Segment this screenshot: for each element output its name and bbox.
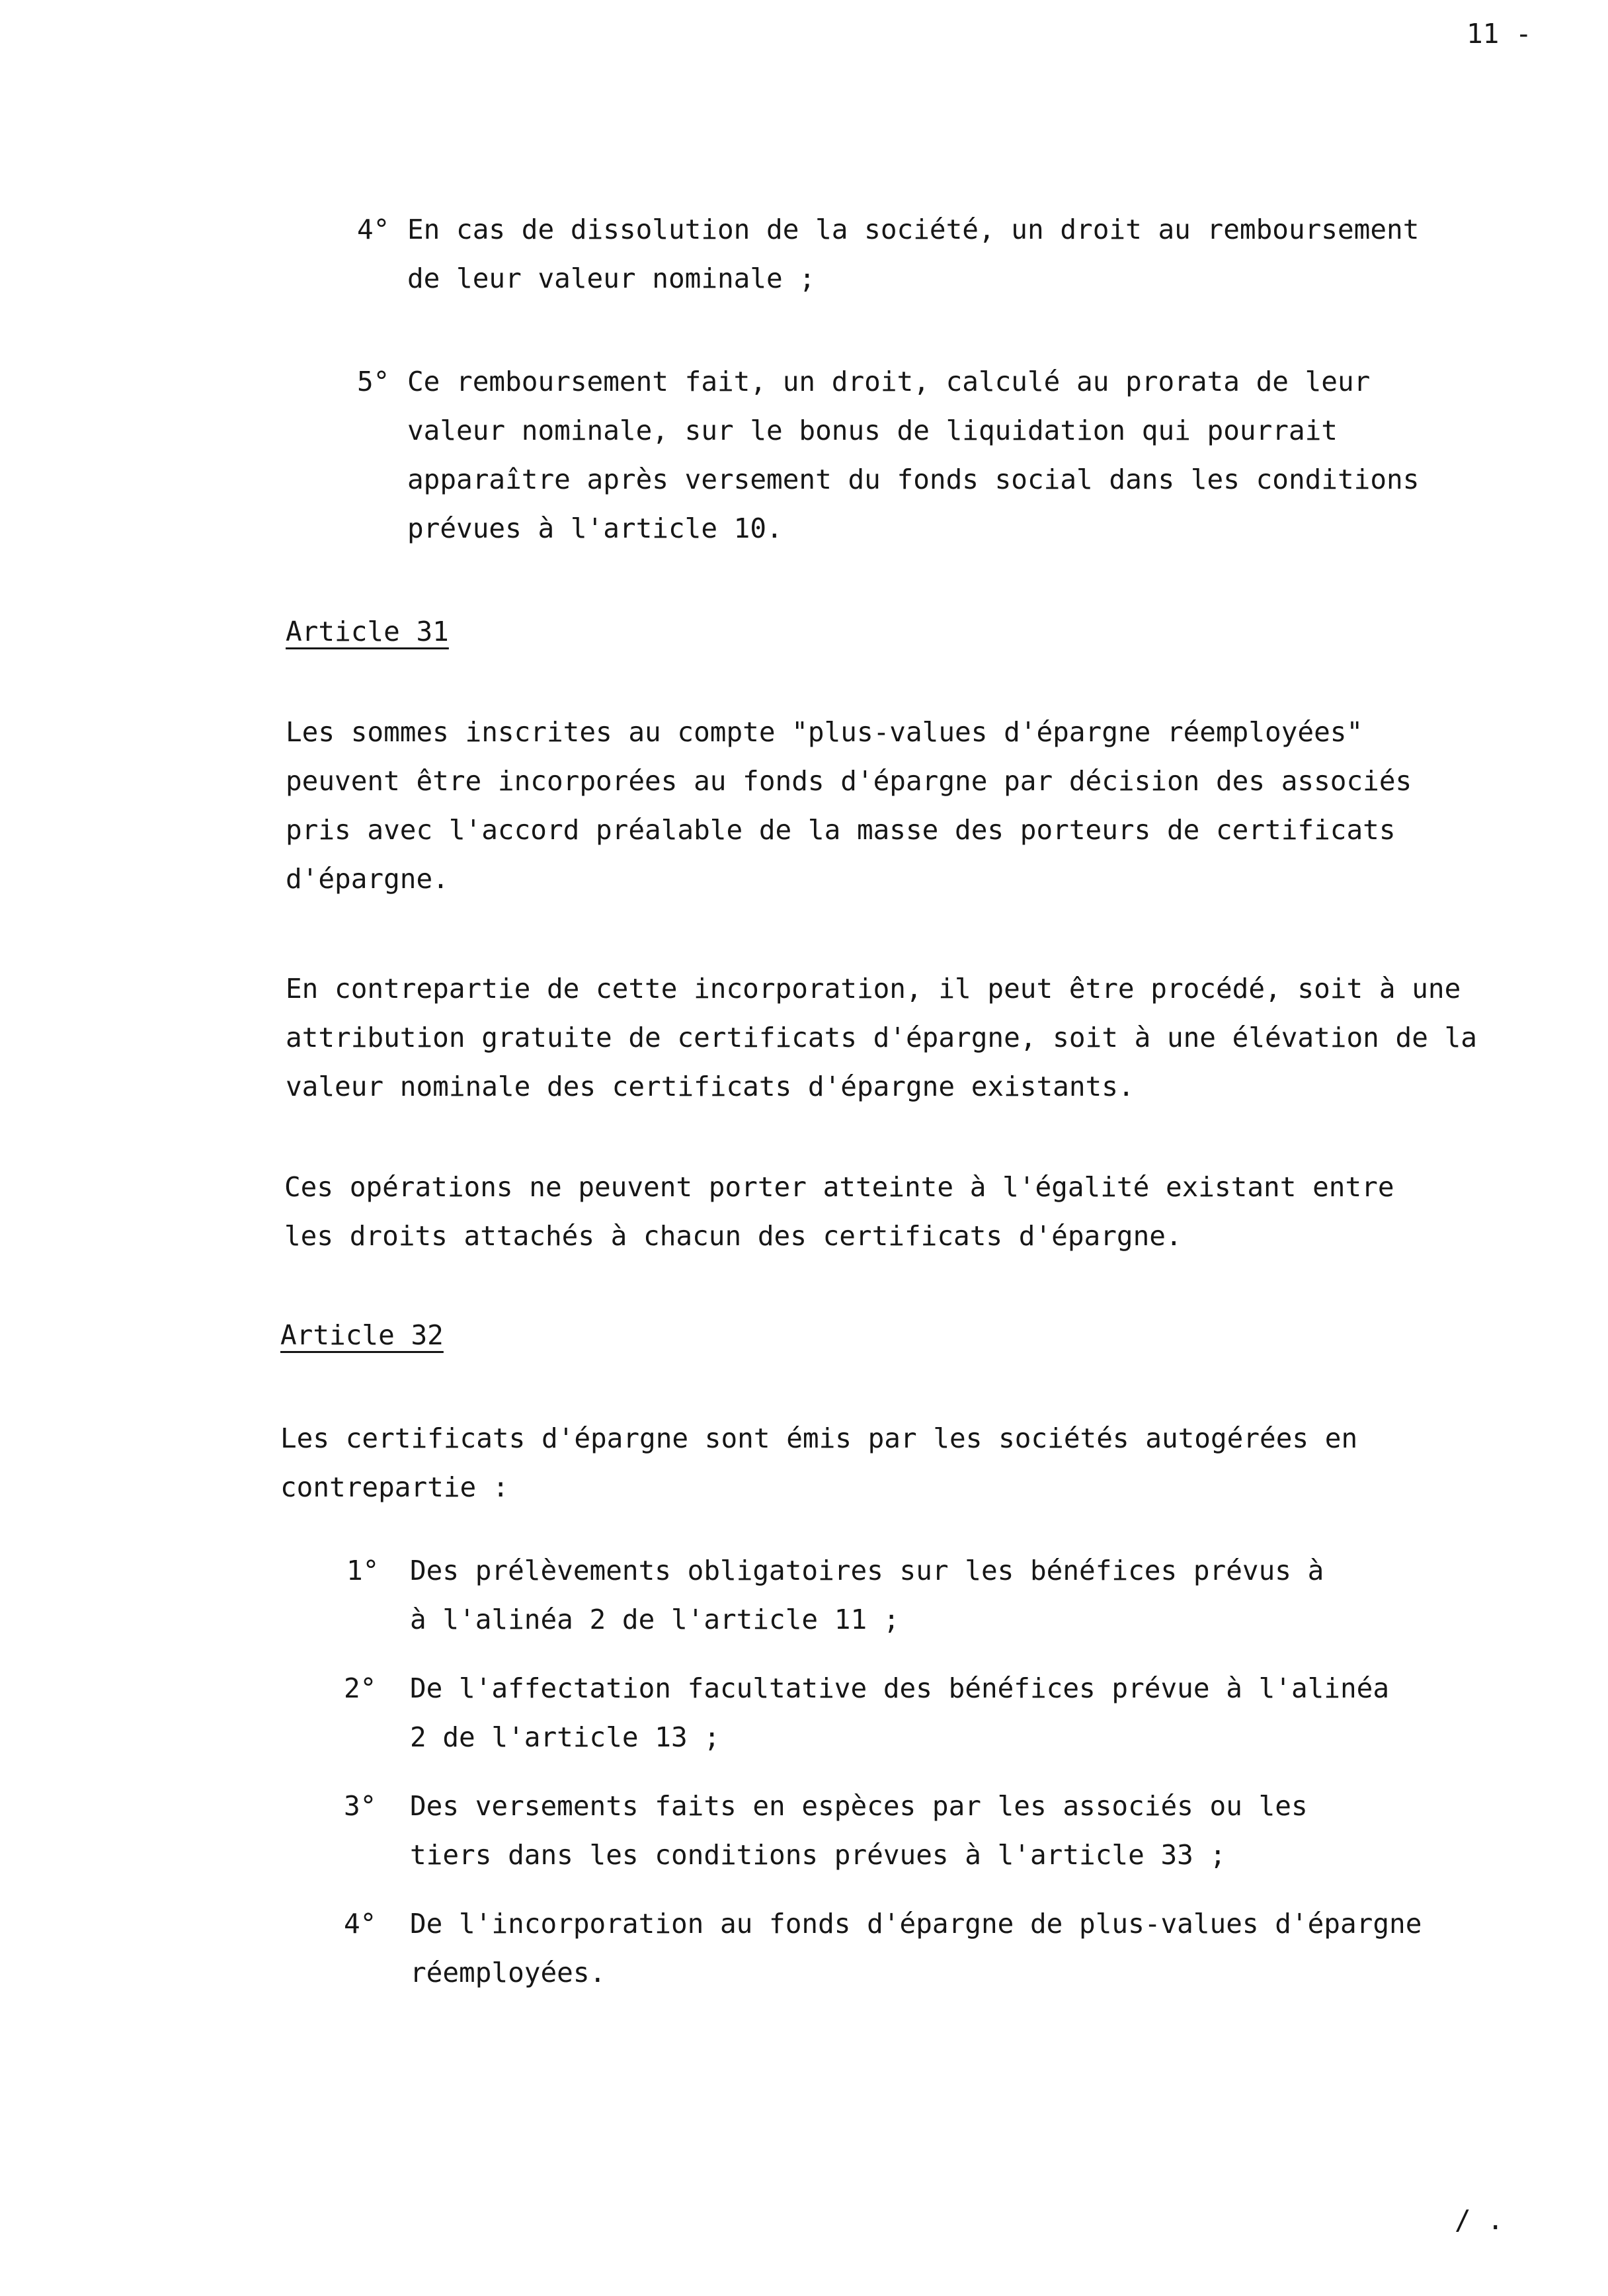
text-line: à l'alinéa 2 de l'article 11 ;	[410, 1604, 900, 1635]
text-line: tiers dans les conditions prévues à l'article 33 ;	[410, 1839, 1226, 1871]
article-31-paragraph-2	[286, 964, 1477, 1111]
text-line: pris avec l'accord préalable de la masse des porteurs de certificats	[286, 814, 1396, 846]
text-line: attribution gratuite de certificats d'épargne, soit à une élévation de la	[286, 1022, 1477, 1053]
text-line: Les sommes inscrites au compte "plus-values d'épargne réemployées"	[286, 716, 1363, 748]
article-32-heading: Article 32	[280, 1319, 444, 1351]
item-number: 4°	[357, 214, 390, 245]
article-31-paragraph-3	[284, 1163, 1394, 1260]
text-line: peuvent être incorporées au fonds d'épargne par décision des associés	[286, 765, 1412, 797]
continuation-mark: / .	[1455, 2204, 1504, 2236]
text-line: En contrepartie de cette incorporation, il peut être procédé, soit à une	[286, 973, 1461, 1004]
text-line: Des versements faits en espèces par les associés ou les	[410, 1790, 1308, 1822]
text-line: En cas de dissolution de la société, un droit au remboursement	[407, 214, 1420, 245]
text-line: d'épargne.	[286, 863, 449, 895]
text-line: Les certificats d'épargne sont émis par les sociétés autogérées en	[280, 1422, 1358, 1454]
text-line: Ce remboursement fait, un droit, calculé au prorata de leur	[407, 366, 1371, 397]
item-text	[410, 1664, 1389, 1762]
text-line: valeur nominale des certificats d'épargne existants.	[286, 1071, 1135, 1102]
article-31-heading: Article 31	[286, 616, 449, 647]
text-line: De l'affectation facultative des bénéfices prévue à l'alinéa	[410, 1672, 1390, 1704]
text-line: Ces opérations ne peuvent porter atteinte à l'égalité existant entre	[284, 1171, 1394, 1203]
article-32-intro	[280, 1414, 1357, 1512]
page-number: 11 -	[1467, 18, 1532, 50]
item-number: 3°	[344, 1790, 377, 1822]
text-line: 2 de l'article 13 ;	[410, 1721, 720, 1753]
text-line: de leur valeur nominale ;	[407, 263, 816, 294]
article-31-paragraph-1	[286, 708, 1412, 903]
text-line: contrepartie :	[280, 1471, 509, 1503]
item-number: 4°	[344, 1908, 377, 1940]
text-line: De l'incorporation au fonds d'épargne de plus-values d'épargne	[410, 1908, 1422, 1940]
item-text	[407, 357, 1419, 553]
item-text	[407, 205, 1419, 303]
text-line: réemployées.	[410, 1957, 606, 1988]
item-text	[410, 1899, 1422, 1997]
item-text	[410, 1546, 1324, 1644]
item-number: 2°	[344, 1672, 377, 1704]
text-line: les droits attachés à chacun des certificats d'épargne.	[284, 1220, 1182, 1252]
text-line: Des prélèvements obligatoires sur les bénéfices prévus à	[410, 1555, 1324, 1586]
text-line: prévues à l'article 10.	[407, 512, 783, 544]
item-text	[410, 1782, 1308, 1879]
text-line: apparaître après versement du fonds social dans les conditions	[407, 464, 1420, 495]
text-line: valeur nominale, sur le bonus de liquidation qui pourrait	[407, 415, 1338, 446]
item-number: 1°	[346, 1555, 380, 1586]
item-number: 5°	[357, 366, 390, 397]
